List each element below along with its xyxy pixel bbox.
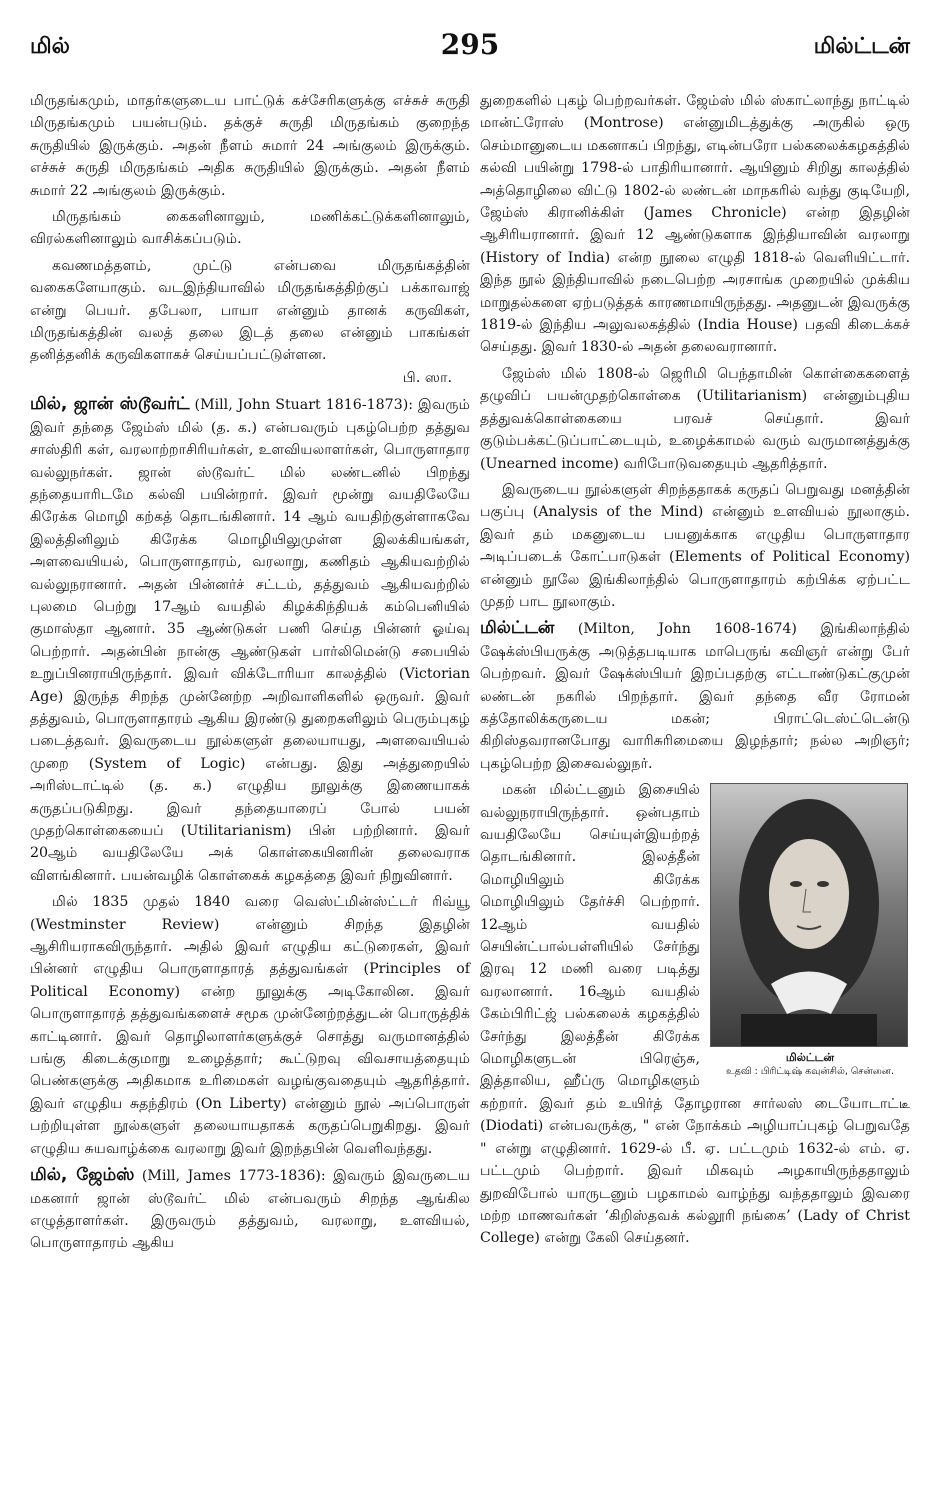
right-column bbox=[480, 90, 910, 1254]
paragraph: கவணமத்தளம், முட்டு என்பவை மிருதங்கத்தின் வகைகளேயாகும். வடஇந்தியாவில் மிருதங்கத்திற்குப் பக்காவாஜ் என்று பெயர். தபேலா, பாயா என்னும் தானக் கருவிகள், மிருதங்கத்தின் வலத் தலை இடத் தலை என்னும் பாகங்கள் தனித்தனிக் கருவிகளாகச் செய்யப்பட்டுள்ளன. bbox=[30, 257, 470, 364]
entry-text: (Milton, John 1608-1674) இங்கிலாந்தில் ஷேக்ஸ்பியருக்கு அடுத்தபடியாக மாபெருங் கவிஞர் என்று பேர் பெற்றவர். இவர் ஷேக்ஸ்பியர் இறப்பதற்கு எட்டாண்டுகட்குமுன் லண்டன் நகரில் பிறந்தார். இவர் தந்தை வீர ரோமன் கத்தோலிக்கருடைய மகன்; பிராட்டெஸ்ட்டென்டு கிறிஸ்தவரானபோது வாரிசுரிமையை இழந்தார்; நல்ல அறிஞர்; புகழ்பெற்ற இசைவல்லுநர். bbox=[480, 621, 910, 772]
author-signature: பி. ஸா. bbox=[402, 369, 452, 386]
entry-headword: மில்ட்டன் bbox=[480, 618, 555, 639]
entry-mill-james bbox=[30, 1164, 470, 1255]
paragraph: மில் 1835 முதல் 1840 வரை வெஸ்ட்மின்ஸ்ட்டர் ரிவ்யூ (Westminster Review) என்னும் சிறந்த இதழின் ஆசிரியராகவிருந்தார். அதில் இவர் எழுதிய கட்டுரைகள், இவர் பின்னர் எழுதிய பொருளாதாரத் தத்துவங்கள் (Principles of Political Economy) என்ற நூலுக்கு அடிகோலின. இவர் பொருளாதாரத் தத்துவங்களைச் சமூக முன்னேற்றத்துடன் பொருத்திக் காட்டினார். இவர் தொழிலாளர்களுக்குச் சொத்து வருமானத்தில் பங்கு கிடைக்குமாறு உழைத்தார்; கூட்டுறவு விவசாயத்தையும் பெண்களுக்கு அதிகமாக உரிமைகள் வழங்குவதையும் ஆதரித்தார். இவர் எழுதிய சுதந்திரம் (On Liberty) என்னும் நூல் அப்பொருள் பற்றியுள்ள நூல்களுள் தலையாயதாகக் கருதப்பெறுகிறது. இவர் எழுதிய சுயவாழ்க்கை வரலாறு இவர் இறந்தபின் வெளிவந்தது. bbox=[30, 894, 470, 1157]
paragraph: மகன் மில்ட்டனும் இசையில் வல்லுநராயிருந்தார். ஒன்பதாம் வயதிலேயே செய்யுள்இயற்றத் தொடங்கினார். இலத்தீன் மொழியிலும் கிரேக்க மொழியிலும் தேர்ச்சி பெற்றார். 12ஆம் வயதில் செயின்ட்பால்பள்ளியில் சேர்ந்து இரவு 12 மணி வரை படித்து வரலானார். 16ஆம் வயதில் கேம்பிரிட்ஜ் பல்கலைக் கழகத்தில் சேர்ந்து இலத்தீன் கிரேக்க மொழிகளுடன் பிரெஞ்சு, இத்தாலிய, ஹீப்ரு மொழிகளும் கற்றார். இவர் தம் உயிர்த் தோழரான சார்லஸ் டையோடாட்டீ (Diodati) என்பவருக்கு, " என் நோக்கம் அழியாப்புகழ் பெறுவதே " என்று எழுதினார். 1629-ல் பீ. ஏ. பட்டமும் 1632-ல் எம். ஏ. பட்டமும் பெற்றார். இவர் மிகவும் அழகாயிருந்ததாலும் துறவிபோல் யாருடனும் பழகாமல் வாழ்ந்து வந்ததாலும் இவரை மற்ற மாணவர்கள் ‘கிறிஸ்தவக் கல்லூரி நங்கை’ (Lady of Christ College) என்று கேலி செய்தனர். bbox=[480, 782, 910, 1247]
entry-text: (Mill, John Stuart 1816-1873): இவரும் இவர் தந்தை ஜேம்ஸ் மில் (த. க.) என்பவரும் புகழ்பெற்ற தத்துவ சாஸ்திரி கள், வரலாற்றாசிரியர்கள், உளவியலாளர்கள், பொருளாதார வல்லுநர்கள். ஜான் ஸ்டூவர்ட் மில் லண்டனில் பிறந்து தந்தையாரிடமே கல்வி பயின்றார். இவர் மூன்று வயதிலேயே கிரேக்க மொழி கற்கத் தொடங்கினார். 14 ஆம் வயதிற்குள்ளாகவே இலத்தினிலும் கிரேக்க மொழியிலுமுள்ள இலக்கியங்கள், அளவையியல், பொருளாதாரம், வரலாறு, கணிதம் ஆகியவற்றில் வல்லுநரானார். அதன் பின்னர்ச் சட்டம், தத்துவம் ஆகியவற்றில் புலமை பெற்று 17ஆம் வயதில் கிழக்கிந்தியக் கம்பெனியில் குமாஸ்தா ஆனார். 35 ஆண்டுகள் பணி செய்த பின்னர் ஓய்வு பெற்றார். அதன்பின் நான்கு ஆண்டுகள் பார்லிமென்டு சபையில் உறுப்பினராயிருந்தார். இவர் விக்டோரியா காலத்தில் (Victorian Age) இருந்த சிறந்த முன்னேற்ற அறிவாளிகளில் ஒருவர். இவர் தத்துவம், பொருளாதாரம் ஆகிய இரண்டு துறைகளிலும் பெரும்புகழ் படைத்தவர். இவருடைய நூல்களுள் தலையாயது, அளவையியல் முறை (System of Logic) என்பது. இது அத்துறையில் அரிஸ்டாட்டில் (த. க.) எழுதிய நூலுக்கு இணையாகக் கருதப்படுகிறது. இவர் தந்தையாரைப் போல் பயன் முதற்கொள்கையைப் (Utilitarianism) பின் பற்றினார். இவர் 20ஆம் வயதிலேயே அக் கொள்கையினரின் தலைவராக விளங்கினார். பயன்வழிக் கொள்கைக் கழகத்தை இவர் நிறுவினார். bbox=[30, 397, 470, 884]
paragraph: இவருடைய நூல்களுள் சிறந்ததாகக் கருதப் பெறுவது மனத்தின் பகுப்பு (Analysis of the Mind) என்னும் உளவியல் நூலாகும். இவர் தம் மகனுடைய பயனுக்காக எழுதிய பொருளாதார அடிப்படைக் கோட்பாடுகள் (Elements of Political Economy) என்னும் நூலே இங்கிலாந்தில் பொருளாதாரம் கற்பிக்க ஏற்பட்ட முதற் பாட நூலாகும். bbox=[480, 481, 910, 610]
entry-headword: மில், ஜேம்ஸ் bbox=[30, 1165, 135, 1186]
entry-mill-john-stuart bbox=[30, 393, 470, 887]
running-head-right: மில்ட்டன் bbox=[813, 34, 910, 59]
entry-text: (Mill, James 1773-1836): இவரும் இவருடைய மகனார் ஜான் ஸ்டூவர்ட் மில் என்பவரும் சிறந்த ஆங்கில எழுத்தாளர்கள். இருவரும் தத்துவம், வரலாறு, உளவியல், பொருளாதாரம் ஆகிய bbox=[30, 1168, 470, 1252]
paragraph: துறைகளில் புகழ் பெற்றவர்கள். ஜேம்ஸ் மில் ஸ்காட்லாந்து நாட்டில் மான்ட்ரோஸ் (Montrose) என்னுமிடத்துக்கு அருகில் ஒரு செம்மானுடைய மகனாகப் பிறந்து, எடின்பரோ பல்கலைக்கழகத்தில் கல்வி பயின்று 1798-ல் பாதிரியானார். ஆயினும் சிறிது காலத்தில் அத்தொழிலை விட்டு 1802-ல் லண்டன் மாநகரில் வந்து குடியேறி, ஜேம்ஸ் கிரானிக்கிள் (James Chronicle) என்ற இதழின் ஆசிரியரானார். இவர் 12 ஆண்டுகளாக இந்தியாவின் வரலாறு (History of India) என்ற நூலை எழுதி 1818-ல் வெளியிட்டார். இந்த நூல் இந்தியாவில் நடைபெற்ற அரசாங்க முறையில் முக்கிய மாறுதல்களை ஏற்படுத்தக் காரணமாயிருந்தது. அதனுடன் இவருக்கு 1819-ல் இந்திய அலுவலகத்தில் (India House) பதவி கிடைக்கச் செய்தது. இவர் 1830-ல் அதன் தலைவரானார். bbox=[480, 93, 910, 356]
entry-headword: மில், ஜான் ஸ்டூவர்ட் bbox=[30, 394, 190, 415]
left-column bbox=[30, 90, 470, 1259]
portrait-figure bbox=[710, 783, 910, 1078]
portrait-caption: மில்ட்டன் bbox=[785, 1051, 835, 1065]
page-number: 295 bbox=[440, 28, 500, 61]
portrait-image bbox=[710, 783, 908, 1047]
paragraph: மிருதங்கம் கைகளினாலும், மணிக்கட்டுக்களினாலும், விரல்களினாலும் வாசிக்கப்படும். bbox=[30, 209, 470, 248]
portrait-credit: உதவி : பிரிட்டிஷ் கவுன்சில், சென்னை. bbox=[726, 1066, 894, 1078]
paragraph: ஜேம்ஸ் மில் 1808-ல் ஜெரிமி பெந்தாமின் கொள்கைகளைத் தழுவிப் பயன்முதற்கொள்கை (Utilitarianism) என்னும்புதிய தத்துவக்கொள்கையை பரவச் செய்தார். இவர் குடும்பக்கட்டுப்பாட்டையும், உழைக்காமல் வரும் வருமானத்துக்கு (Unearned income) வரிபோடுவதையும் ஆதரித்தார். bbox=[480, 365, 910, 472]
running-head-left: மில் bbox=[30, 34, 70, 59]
paragraph: மிருதங்கமும், மாதர்களுடைய பாட்டுக் கச்சேரிகளுக்கு எச்சுச் சுருதி மிருதங்கமும் பயன்படும். தக்குச் சுருதி மிருதங்கம் குறைந்த சுருதியில் இருக்கும். அதன் நீளம் சுமார் 24 அங்குலம் இருக்கும். எச்சுச் சுருதி மிருதங்கம் அதிக சுருதியில் இருக்கும். அதன் நீளம் சுமார் 22 அங்குலம் இருக்கும். bbox=[30, 93, 470, 199]
portrait-icon bbox=[711, 784, 907, 1046]
page-header bbox=[30, 28, 910, 74]
entry-milton bbox=[480, 617, 910, 775]
